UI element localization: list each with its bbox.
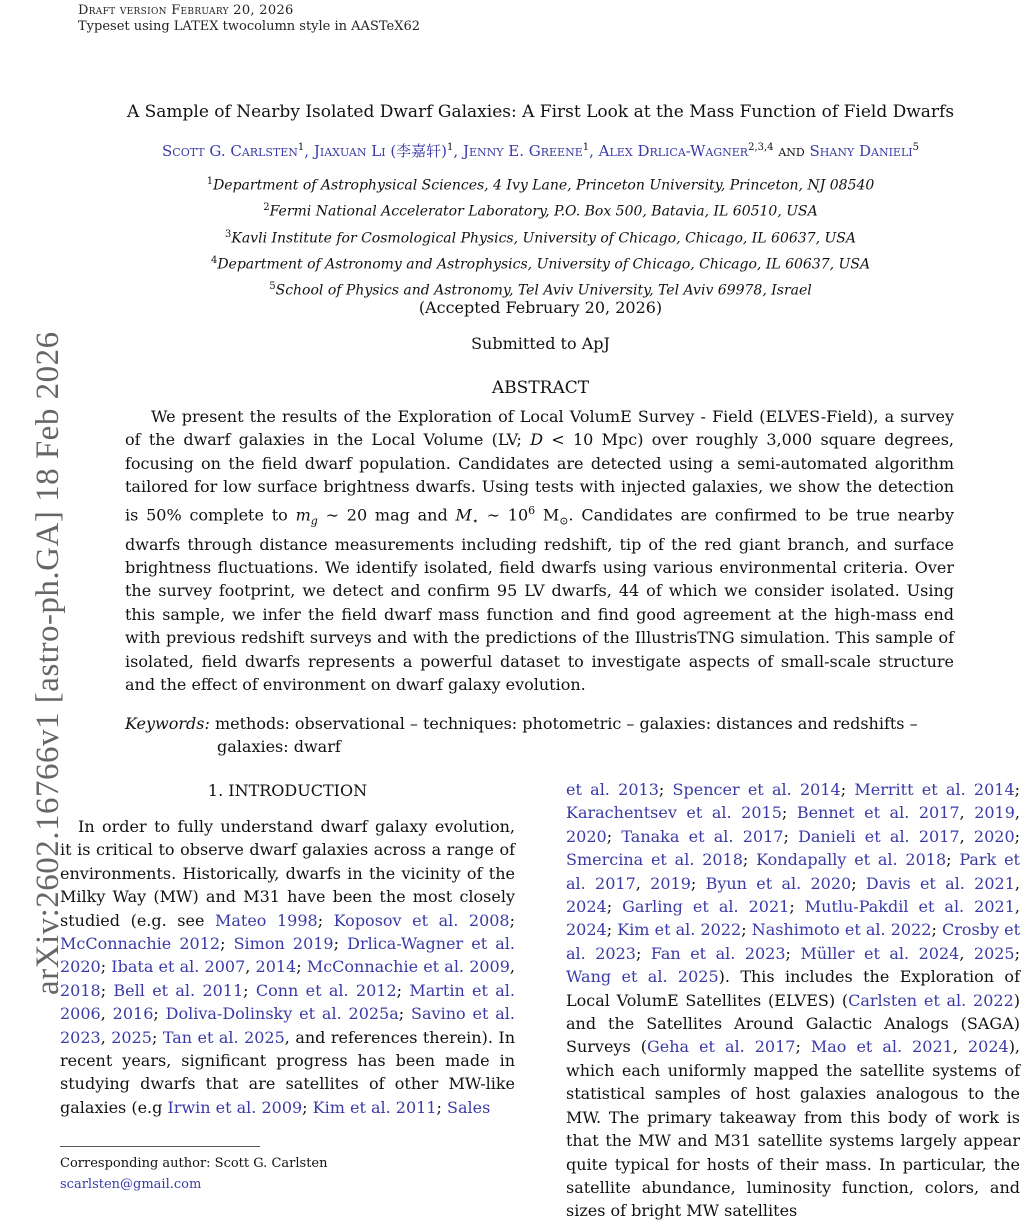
author-name[interactable]: Scott G. Carlsten	[162, 142, 298, 160]
abstract-text: < 10 Mpc) over roughly 3,000 square degrees, focusing on the field dwarf population. Candidates are detected using a semi-automated algorithm tailored for low surface brightness dwarfs. Using tests with injected galaxies, we show the detection is 50% complete to	[125, 430, 954, 524]
citation-link[interactable]: Wang et al. 2025	[566, 967, 719, 987]
author-list: Scott G. Carlsten$^1$, Jiaxuan Li (李嘉轩)$^1$, Jenny E. Greene$^1$, Alex Drlica-Wagner$^{2,3,4}$ and Shany Danieli$^5$	[162, 142, 919, 160]
body-text: ), which each uniformly mapped the satellite systems of statistical samples of host galaxies analogous to the MW. The primary takeaway from this body of work is that the MW and M31 satellite systems largely appear quite typical for hosts of their mass. In particular, the satellite abundance, luminosity function, colors, and sizes of bright MW satellites	[566, 1037, 1021, 1221]
math-subscript: ⋆	[471, 514, 479, 528]
citation-link[interactable]: Martin et al. 2006	[60, 980, 515, 1024]
math-superscript: 6	[528, 503, 536, 517]
section-heading: 1. INTRODUCTION	[207, 781, 368, 800]
citation-link[interactable]: Byun et al. 2020	[705, 873, 852, 893]
citation-link[interactable]: Kim et al. 2022	[617, 920, 742, 940]
citation-link[interactable]: 2019	[974, 803, 1015, 823]
citation-link[interactable]: Irwin et al. 2009	[167, 1097, 303, 1117]
keywords-line: methods: observational – techniques: photometric – galaxies: distances and redshifts –	[214, 714, 918, 733]
author-affil-sup: 1	[447, 142, 454, 153]
citation-link[interactable]: Tanaka et al. 2017	[621, 826, 784, 846]
math-symbol: D	[530, 430, 544, 450]
citation-link[interactable]: McConnachie 2012	[60, 934, 221, 954]
author-affil-sup: 1	[297, 142, 305, 153]
citation-link[interactable]: Sales	[447, 1097, 491, 1117]
authors-and: and	[778, 142, 805, 160]
citation-link[interactable]: Koposov et al. 2008	[333, 910, 510, 930]
intro-left-column	[60, 815, 515, 1119]
author-email-link[interactable]: scarlsten@gmail.com	[60, 1177, 202, 1192]
paragraph: In order to fully understand dwarf galaxy evolution, it is critical to observe dwarf galaxies across a range of environments. Historically, dwarfs in the vicinity of the Milky Way (MW) and M31 have been the most closely studied (e.g. see Mateo 1998; Koposov et al. 2008; McConnachie 2012; Simon 2019; Drlica-Wagner et al. 2020; Ibata et al. 2007, 2014; McConnachie et al. 2009, 2018; Bell et al. 2011; Conn et al. 2012; Martin et al. 2006, 2016; Doliva-Dolinsky et al. 2025a; Savino et al. 2023, 2025; Tan et al. 2025, and references therein). In recent years, significant progress has been made in studying dwarfs that are satellites of other MW-like galaxies (e.g Irwin et al. 2009; Kim et al. 2011; Sales	[60, 817, 516, 1117]
citation-link[interactable]: Mutlu-Pakdil et al. 2021	[804, 897, 1015, 917]
citation-link[interactable]: 2014	[255, 957, 297, 977]
affiliation-sup: 2	[263, 202, 270, 214]
submitted-to: Submitted to ApJ	[471, 334, 610, 353]
affiliation-text: Kavli Institute for Cosmological Physics, University of Chicago, Chicago, IL 60637, USA	[231, 230, 856, 247]
citation-link[interactable]: 2025	[973, 943, 1015, 963]
citation-link[interactable]: Bell et al. 2011	[113, 980, 244, 1000]
citation-link[interactable]: 2024	[566, 920, 607, 940]
abstract-text: ∼ 20 mag and	[317, 504, 456, 524]
abstract-text: ∼ 10	[478, 504, 529, 524]
author-affil-sup: 1	[582, 142, 590, 153]
citation-link[interactable]: 2019	[650, 873, 691, 893]
author-affil-sup: 5	[912, 142, 919, 153]
arxiv-stamp-text: arXiv:2602.16766v1 [astro-ph.GA] 18 Feb 2026	[30, 331, 66, 995]
abstract-body	[125, 405, 954, 696]
abstract-text: . Candidates are confirmed to be true nearby dwarfs through distance measurements including redshift, tip of the red giant branch, and surface brightness fluctuations. We identify isolated, field dwarfs using various environmental criteria. Over the survey footprint, we detect and confirm 95 LV dwarfs, 44 of which we consider isolated. Using this sample, we infer the field dwarf mass function and find good agreement at the high-mass end with previous redshift surveys and with the predictions of the IllustrisTNG simulation. This sample of isolated, field dwarfs represents a powerful dataset to investigate aspects of small-scale structure and the effect of environment on dwarf galaxy evolution.	[125, 504, 955, 694]
citation-link[interactable]: Conn et al. 2012	[255, 980, 397, 1000]
citation-link[interactable]: et al. 2013	[566, 780, 659, 799]
citation-link[interactable]: Tan et al. 2025	[162, 1027, 285, 1047]
affiliation	[60, 171, 1021, 197]
affiliation	[60, 197, 1021, 223]
citation-link[interactable]: Garling et al. 2021	[622, 897, 790, 917]
body-text: ) and the Satellites Around Galactic Analogs (SAGA) Surveys (	[566, 990, 1020, 1057]
math-subscript: ⊙	[559, 514, 569, 528]
intro-right-column	[566, 778, 1020, 1223]
citation-link[interactable]: Davis et al. 2021	[865, 873, 1015, 893]
citation-link[interactable]: Doliva-Dolinsky et al. 2025a	[165, 1004, 399, 1024]
typeset-note: Typeset using LATEX twocolumn style in AASTeX62	[78, 19, 421, 34]
citation-link[interactable]: 2018	[60, 980, 101, 1000]
affiliation-sup: 3	[225, 228, 232, 240]
author-affil-sup: 2,3,4	[748, 142, 774, 153]
body-text: ). This includes the Exploration of Local VolumE Satellites (ELVES) (	[566, 967, 1020, 1010]
citation-link[interactable]: Kondapally et al. 2018	[756, 850, 947, 870]
citation-link[interactable]: Carlsten et al. 2022	[848, 990, 1014, 1010]
author-name[interactable]: Shany Danieli	[809, 142, 913, 160]
citation-link[interactable]: Kim et al. 2011	[312, 1097, 437, 1117]
abstract-text: M	[535, 504, 560, 524]
citation-link[interactable]: 2024	[566, 897, 607, 917]
citation-link[interactable]: Geha et al. 2017	[646, 1037, 796, 1057]
affiliation-text: Department of Astronomy and Astrophysics, University of Chicago, Chicago, IL 60637, USA	[217, 256, 871, 273]
paragraph: et al. 2013; Spencer et al. 2014; Merritt et al. 2014; Karachentsev et al. 2015; Bennet et al. 2017, 2019, 2020; Tanaka et al. 2017; Danieli et al. 2017, 2020; Smercina et al. 2018; Kondapally et al. 2018; Park et al. 2017, 2019; Byun et al. 2020; Davis et al. 2021, 2024; Garling et al. 2021; Mutlu-Pakdil et al. 2021, 2024; Kim et al. 2022; Nashimoto et al. 2022; Crosby et al. 2023; Fan et al. 2023; Müller et al. 2024, 2025; Wang et al. 2025). This includes the Exploration of Local VolumE Satellites (ELVES) (Carlsten et al. 2022) and the Satellites Around Galactic Analogs (SAGA) Surveys (Geha et al. 2017; Mao et al. 2021, 2024), which each uniformly mapped the satellite systems of statistical samples of host galaxies analogous to the MW. The primary takeaway from this body of work is that the MW and M31 satellite systems largely appear quite typical for hosts of their mass. In particular, the satellite abundance, luminosity function, colors, and sizes of bright MW satellites	[566, 780, 1021, 1221]
paper-title: A Sample of Nearby Isolated Dwarf Galaxies: A First Look at the Mass Function of Field Dwarfs	[126, 102, 955, 122]
author-name[interactable]: Jenny E. Greene	[462, 142, 583, 160]
draft-version: Draft version February 20, 2026	[78, 3, 294, 18]
citation-link[interactable]: Danieli et al. 2017	[798, 826, 960, 846]
citation-link[interactable]: 2016	[112, 1004, 154, 1024]
citation-link[interactable]: 2020	[566, 826, 607, 846]
math-symbol: M	[455, 504, 472, 524]
citation-link[interactable]: 2020	[973, 826, 1015, 846]
affiliation-list	[60, 171, 1021, 302]
citation-link[interactable]: Nashimoto et al. 2022	[751, 920, 932, 940]
abstract-text: We present the results of the Exploration of Local VolumE Survey - Field (ELVES-Field), a survey of the dwarf galaxies in the Local Volume (LV;	[125, 407, 954, 450]
keywords-label: Keywords:	[125, 714, 210, 733]
citation-link[interactable]: Park et al. 2017	[566, 850, 1020, 893]
citation-link[interactable]: Savino et al. 2023	[60, 1004, 516, 1047]
citation-link[interactable]: Crosby et al. 2023	[566, 920, 1020, 963]
affiliation	[60, 250, 1021, 276]
arxiv-stamp	[0, 0, 66, 1000]
affiliation-sup: 5	[269, 281, 276, 292]
citation-link[interactable]: Drlica-Wagner et al. 2020	[60, 934, 515, 977]
citation-link[interactable]: Karachentsev et al. 2015	[566, 803, 782, 823]
citation-link[interactable]: Simon 2019	[233, 934, 334, 954]
author-name[interactable]: Alex Drlica-Wagner	[598, 142, 749, 160]
abstract-heading: ABSTRACT	[491, 378, 590, 398]
corresponding-author: Corresponding author: Scott G. Carlsten	[60, 1156, 328, 1171]
affiliation-text: School of Physics and Astronomy, Tel Aviv University, Tel Aviv 69978, Israel	[275, 282, 812, 299]
citation-link[interactable]: Ibata et al. 2007	[111, 957, 246, 977]
affiliation	[60, 224, 1021, 250]
keywords	[125, 712, 954, 759]
math-subscript: g	[310, 514, 318, 528]
body-text: In order to fully understand dwarf galaxy evolution, it is critical to observe dwarf galaxies across a range of environments. Historically, dwarfs in the vicinity of the Milky Way (MW) and M31 have been the most closely studied (e.g. see	[60, 817, 515, 930]
citation-link[interactable]: McConnachie et al. 2009	[306, 957, 510, 977]
body-text: , and references therein). In recent years, significant progress has been made in studying dwarfs that are satellites of other MW-like galaxies (e.g	[60, 1027, 515, 1117]
affiliation-sup: 1	[206, 176, 214, 187]
citation-link[interactable]: Fan et al. 2023	[650, 943, 786, 963]
citation-link[interactable]: Smercina et al. 2018	[566, 850, 743, 870]
affiliation-text: Department of Astrophysical Sciences, 4 Ivy Lane, Princeton University, Princeton, NJ 08540	[213, 177, 875, 194]
citation-link[interactable]: 2024	[967, 1037, 1009, 1057]
citation-link[interactable]: Merritt et al. 2014	[854, 780, 1015, 799]
author-name[interactable]: Jiaxuan Li (李嘉轩)	[313, 142, 448, 160]
citation-link[interactable]: Spencer et al. 2014	[672, 780, 841, 799]
footnote-rule	[60, 1146, 260, 1147]
citation-link[interactable]: Müller et al. 2024	[800, 943, 960, 963]
keywords-line: galaxies: dwarf	[217, 737, 341, 757]
citation-link[interactable]: 2025	[111, 1027, 152, 1047]
math-symbol: m	[295, 504, 311, 524]
affiliation-sup: 4	[210, 254, 218, 266]
citation-link[interactable]: Mao et al. 2021	[810, 1037, 953, 1057]
citation-link[interactable]: Bennet et al. 2017	[796, 803, 960, 823]
citation-link[interactable]: Mateo 1998	[214, 910, 318, 930]
accepted-date: (Accepted February 20, 2026)	[418, 298, 663, 317]
affiliation-text: Fermi National Accelerator Laboratory, P.O. Box 500, Batavia, IL 60510, USA	[269, 203, 818, 220]
